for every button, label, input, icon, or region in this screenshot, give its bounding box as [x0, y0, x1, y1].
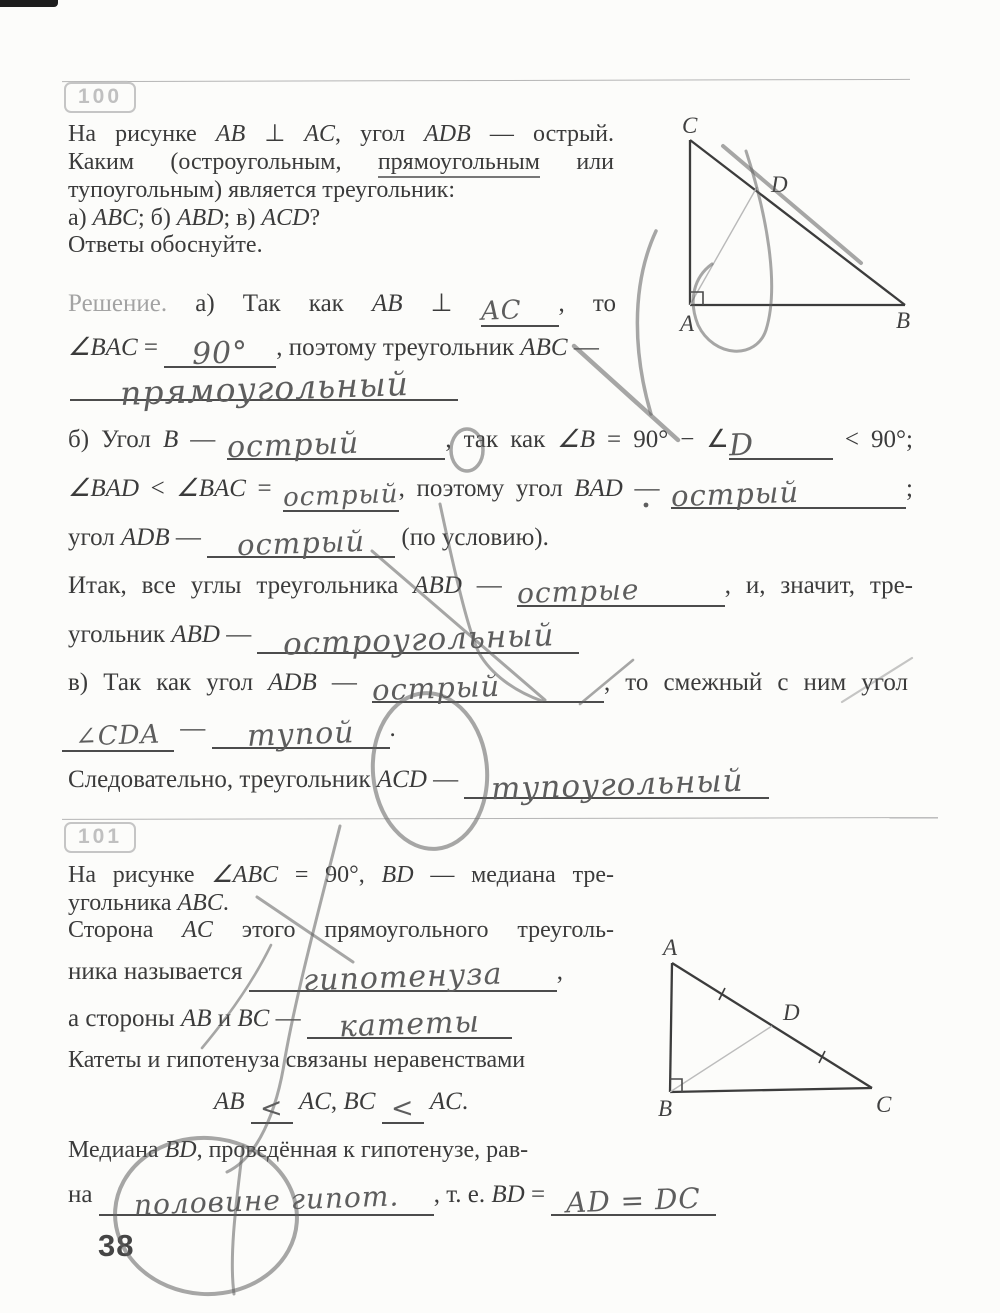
- text-segment: угол: [68, 524, 122, 551]
- text-segment: а) Так как: [167, 290, 372, 317]
- text-segment: ADB: [121, 524, 170, 551]
- text-segment: , и, значит, тре-: [724, 572, 913, 599]
- separator-line-mid: [62, 817, 938, 820]
- text-segment: На рисунке: [68, 862, 212, 888]
- answer-blank[interactable]: [464, 762, 769, 808]
- text-segment: в) Так как угол: [68, 669, 269, 696]
- text-segment: — острый.: [470, 121, 614, 147]
- text-segment: Каким (остроугольным,: [68, 149, 378, 175]
- text-segment: этого прямоугольного треуголь-: [212, 917, 615, 943]
- text-segment: ; б): [137, 205, 177, 231]
- text-segment: =: [524, 1181, 552, 1208]
- text-segment: —: [622, 475, 672, 502]
- text-segment: AB: [213, 1088, 245, 1115]
- text-segment: и: [211, 1005, 238, 1032]
- handwritten-answer: острый: [236, 523, 366, 563]
- answer-blank[interactable]: [307, 1004, 512, 1045]
- vertex-label-b: B: [896, 308, 911, 333]
- text-segment: или: [540, 149, 614, 175]
- statement-line: [68, 1046, 525, 1074]
- text-segment: ⊥: [402, 290, 481, 317]
- text-segment: ABD: [171, 621, 220, 648]
- handwritten-answer: тупой: [246, 715, 355, 754]
- text-segment: , то: [558, 290, 616, 317]
- answer-blank[interactable]: [99, 1179, 434, 1222]
- text-segment: AC: [182, 917, 213, 943]
- text-segment: .: [389, 715, 396, 742]
- handwritten-answer: половине гипот.: [133, 1179, 400, 1222]
- text-segment: , поэтому угол: [398, 475, 575, 502]
- answer-blank[interactable]: [481, 295, 559, 327]
- handwritten-answer: острый: [371, 668, 501, 708]
- text-segment: ABC: [520, 334, 568, 361]
- solution-line: [68, 521, 549, 563]
- text-segment: AB: [371, 290, 403, 317]
- handwritten-answer: AC: [480, 295, 522, 327]
- text-segment: а): [68, 205, 93, 231]
- figure-triangle-abc-101: [630, 935, 970, 1135]
- text-segment: угольника: [68, 890, 178, 916]
- handwritten-answer: прямоугольный: [118, 363, 410, 414]
- text-segment: ∠BAC: [68, 334, 138, 361]
- text-segment: =: [137, 334, 165, 361]
- handwritten-answer: тупоугольный: [490, 762, 744, 808]
- statement-line: [68, 204, 320, 232]
- text-segment: = 90° − ∠: [594, 426, 729, 453]
- text-segment: б) Угол: [68, 426, 163, 453]
- text-segment: B: [162, 426, 179, 453]
- vertex-label-d: D: [771, 172, 788, 197]
- statement-line: [68, 231, 263, 259]
- text-segment: ⊥: [245, 121, 305, 147]
- text-segment: тупоугольным) является треугольник:: [68, 177, 455, 203]
- handwritten-answer: острый: [670, 474, 800, 514]
- solution-line: [68, 666, 909, 708]
- text-segment: .: [461, 1088, 469, 1115]
- vertex-label-a: A: [680, 311, 695, 336]
- median-bd: [670, 1026, 772, 1092]
- scan-corner-mark: [0, 0, 58, 7]
- answer-blank[interactable]: [249, 956, 557, 999]
- text-segment: , угол: [335, 121, 425, 147]
- answer-blank[interactable]: [164, 335, 276, 372]
- answer-blank[interactable]: [70, 363, 458, 414]
- text-segment: ADB: [268, 669, 317, 696]
- solution-line: [68, 423, 913, 466]
- text-segment: , проведённая к гипотенузе, рав-: [196, 1137, 529, 1163]
- vertex-label-c: C: [876, 1092, 892, 1117]
- handwritten-answer: ∠CDA: [74, 719, 162, 753]
- handwritten-answer: <: [259, 1092, 285, 1125]
- text-segment: ABC: [177, 890, 223, 916]
- vertex-label-a: A: [663, 935, 678, 960]
- text-segment: ∠BAC: [176, 475, 246, 502]
- text-segment: Ответы обоснуйте.: [68, 232, 263, 258]
- answer-blank[interactable]: [62, 720, 174, 752]
- text-segment: а стороны: [68, 1005, 181, 1032]
- statement-line: [68, 1136, 528, 1164]
- vertex-label-d: D: [783, 1000, 800, 1025]
- text-segment: ∠BAD: [68, 475, 140, 502]
- handwritten-answer: AD = DC: [565, 1181, 702, 1220]
- handwritten-answer: катеты: [338, 1004, 481, 1045]
- statement-line: [68, 1002, 512, 1045]
- answer-blank[interactable]: [670, 474, 906, 514]
- handwritten-answer: 90°: [191, 335, 249, 372]
- text-segment: (по условию).: [395, 524, 549, 551]
- text-segment: AC: [429, 1088, 462, 1115]
- text-segment: —: [567, 334, 599, 361]
- text-segment: Решение.: [68, 290, 168, 317]
- solution-line: [62, 712, 396, 752]
- text-segment: угольник: [68, 621, 172, 648]
- solution-line: [68, 287, 616, 327]
- statement-line: [68, 955, 564, 999]
- handwritten-answer: гипотенуза: [302, 956, 504, 999]
- figure-triangle-abc-100: [640, 100, 980, 350]
- text-segment: ; в): [223, 205, 262, 231]
- text-segment: ABC: [92, 205, 138, 231]
- text-segment: AB: [180, 1005, 212, 1032]
- text-segment: AC: [298, 1088, 331, 1115]
- answer-blank[interactable]: [728, 427, 833, 464]
- text-segment: ACD: [261, 205, 310, 231]
- text-segment: —: [169, 524, 208, 551]
- text-segment: =: [245, 475, 284, 502]
- text-segment: , так как: [445, 426, 558, 453]
- answer-blank[interactable]: [371, 668, 604, 708]
- statement-line: [68, 148, 614, 176]
- answer-blank[interactable]: [212, 715, 390, 754]
- statement-line: [68, 916, 614, 944]
- solution-line: [68, 472, 913, 512]
- solution-line: [68, 331, 599, 372]
- text-segment: Медиана: [68, 1137, 165, 1163]
- text-segment: , т. е.: [433, 1181, 492, 1208]
- problem-101-badge: 101: [64, 822, 136, 853]
- statement-line: [68, 176, 455, 204]
- text-segment: Итак, все углы треугольника: [68, 572, 414, 599]
- text-segment: ,: [556, 958, 564, 985]
- text-segment: .: [222, 890, 229, 916]
- statement-line: [68, 120, 614, 148]
- text-segment: AB: [215, 121, 246, 147]
- text-segment: на: [68, 1181, 99, 1208]
- text-segment: —: [174, 715, 212, 742]
- text-segment: Следовательно, треугольник: [68, 766, 377, 793]
- solution-line: [68, 617, 579, 663]
- text-segment: ADB: [424, 121, 471, 147]
- text-segment: —: [426, 766, 465, 793]
- text-segment: ∠B: [557, 426, 595, 453]
- handwritten-answer: острый: [282, 478, 400, 514]
- text-segment: прямоугольным: [378, 149, 540, 178]
- vertex-label-c: C: [682, 113, 698, 138]
- answer-blank[interactable]: [283, 480, 398, 512]
- text-segment: —: [219, 621, 258, 648]
- page-number: 38: [98, 1228, 135, 1263]
- answer-blank[interactable]: [251, 1092, 293, 1124]
- text-segment: BD: [164, 1137, 197, 1163]
- answer-blank[interactable]: [551, 1181, 716, 1220]
- answer-blank[interactable]: [226, 425, 445, 466]
- answer-blank[interactable]: [382, 1092, 424, 1124]
- text-segment: AC: [304, 121, 336, 147]
- statement-line: [68, 1085, 614, 1124]
- text-segment: BD: [381, 862, 414, 888]
- text-segment: — медиана тре-: [413, 862, 614, 888]
- solution-line: [68, 569, 913, 611]
- pencil-stroke-bottom: [232, 1146, 243, 1294]
- statement-line: [68, 1178, 716, 1222]
- text-segment: BAD: [574, 475, 623, 502]
- text-segment: —: [178, 426, 228, 453]
- text-segment: , то смежный с ним угол: [603, 669, 909, 696]
- handwritten-answer: D: [728, 427, 755, 464]
- vertex-label-b: B: [658, 1096, 673, 1121]
- text-segment: ;: [906, 475, 913, 502]
- solution-line: [70, 363, 458, 414]
- handwritten-answer: острый: [226, 425, 361, 466]
- segment-ad: [690, 187, 757, 305]
- handwritten-answer: <: [390, 1092, 415, 1125]
- text-segment: ABD: [413, 572, 462, 599]
- text-segment: < 90°;: [832, 426, 913, 453]
- handwritten-answer: острые: [516, 572, 640, 611]
- text-segment: ника называется: [68, 958, 249, 985]
- text-segment: ,: [330, 1088, 344, 1115]
- answer-blank[interactable]: [516, 572, 725, 611]
- problem-100-badge: 100: [64, 82, 136, 113]
- answer-blank[interactable]: [207, 523, 395, 563]
- text-segment: На рисунке: [68, 121, 216, 147]
- text-segment: —: [461, 572, 517, 599]
- text-segment: , поэтому треугольник: [276, 334, 521, 361]
- text-segment: ACD: [376, 766, 427, 793]
- text-segment: ABD: [176, 205, 224, 231]
- statement-line: [68, 889, 229, 917]
- text-segment: BC: [237, 1005, 270, 1032]
- text-segment: BC: [343, 1088, 376, 1115]
- text-segment: —: [316, 669, 372, 696]
- text-segment: ∠ABC: [211, 862, 279, 888]
- solution-line: [68, 762, 769, 808]
- statement-line: [68, 861, 614, 889]
- text-segment: = 90°,: [278, 862, 382, 888]
- text-segment: —: [269, 1005, 307, 1032]
- text-segment: BD: [491, 1181, 525, 1208]
- text-segment: Катеты и гипотенуза связаны неравенствами: [68, 1047, 526, 1073]
- answer-blank[interactable]: [257, 617, 579, 663]
- text-segment: Сторона: [68, 917, 183, 943]
- handwritten-answer: остроугольный: [282, 617, 555, 663]
- text-segment: <: [139, 475, 177, 502]
- separator-line-top: [62, 79, 910, 82]
- text-segment: ?: [309, 205, 321, 231]
